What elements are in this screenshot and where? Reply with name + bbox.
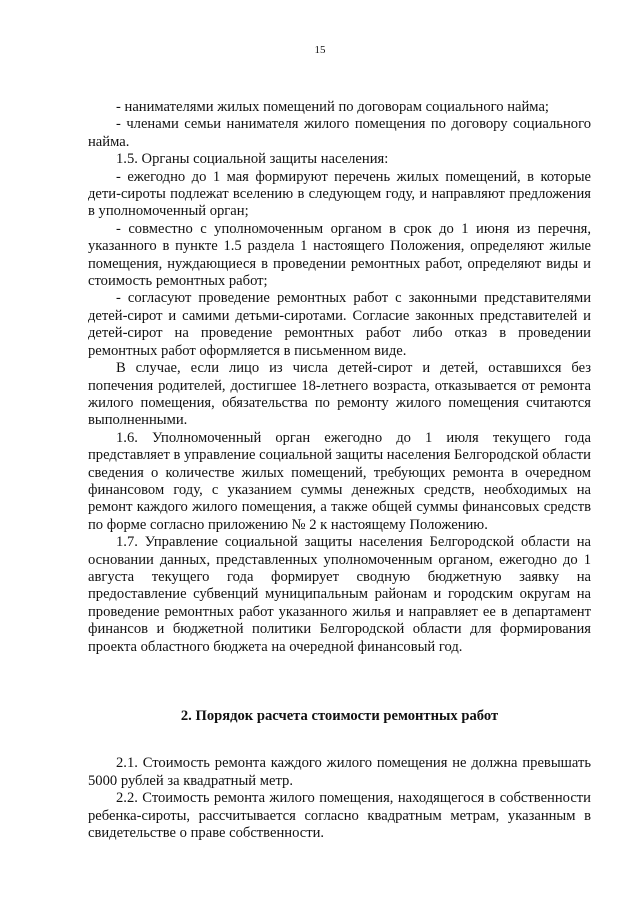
document-body [88,99,591,842]
paragraph: - членами семьи нанимателя жилого помещения по договору социального найма. [88,116,591,150]
paragraph: - ежегодно до 1 мая формируют перечень жилых помещений, в которые дети-сироты подлежат вселению в следующем году, и направляют предложения в уполномоченный орган; [88,168,591,220]
clause-1-6: 1.6. Уполномоченный орган ежегодно до 1 июля текущего года представляет в управление социальной защиты населения Белгородской области сведения о количестве жилых помещений, требующих ремонта в очередном финансовом году, с указанием суммы денежных средств, необходимых на ремонт каждого жилого помещения, а также общей суммы финансовых средств по форме согласно приложению № 2 к настоящему Положению. [88,429,591,533]
clause-1-5: 1.5. Органы социальной защиты населения: [116,151,389,168]
paragraph: - нанимателями жилых помещений по договорам социального найма; [116,99,549,115]
paragraph: - совместно с уполномоченным органом в срок до 1 июня из перечня, указанного в пункте 1.5 раздела 1 настоящего Положения, определяют жилые помещения, нуждающиеся в проведении ремонтных работ, определяют виды и стоимость ремонтных работ; [88,220,591,290]
clause-2-1: 2.1. Стоимость ремонта каждого жилого помещения не должна превышать 5000 рублей за квадратный метр. [88,755,591,789]
section-heading: 2. Порядок расчета стоимости ремонтных работ [180,708,499,724]
clause-2-2: 2.2. Стоимость ремонта жилого помещения, находящегося в собственности ребенка-сироты, рассчитывается согласно квадратным метрам, указанным в свидетельстве о праве собственности. [88,790,591,842]
page-number: 15 [314,44,326,56]
paragraph: В случае, если лицо из числа детей-сирот и детей, оставшихся без попечения родителей, достигшее 18-летнего возраста, отказывается от ремонта жилого помещения, обязательства по ремонту жилого помещения считаются выполненными. [88,360,591,429]
paragraph: - согласуют проведение ремонтных работ с законными представителями детей-сирот и самими детьми-сиротами. Согласие законных представителей и детей-сирот на проведение ремонтных работ либо отказ в проведении ремонтных работ оформляется в письменном виде. [88,290,591,359]
clause-1-7: 1.7. Управление социальной защиты населения Белгородской области на основании данных, представленных уполномоченным органом, ежегодно до 1 августа текущего года формирует сводную бюджетную заявку на предоставление субвенций муниципальным районам и городским округам на проведение ремонтных работ указанного жилья и направляет ее в департамент финансов и бюджетной политики Белгородской области для формирования проекта областного бюджета на очередной финансовый год. [88,534,591,655]
